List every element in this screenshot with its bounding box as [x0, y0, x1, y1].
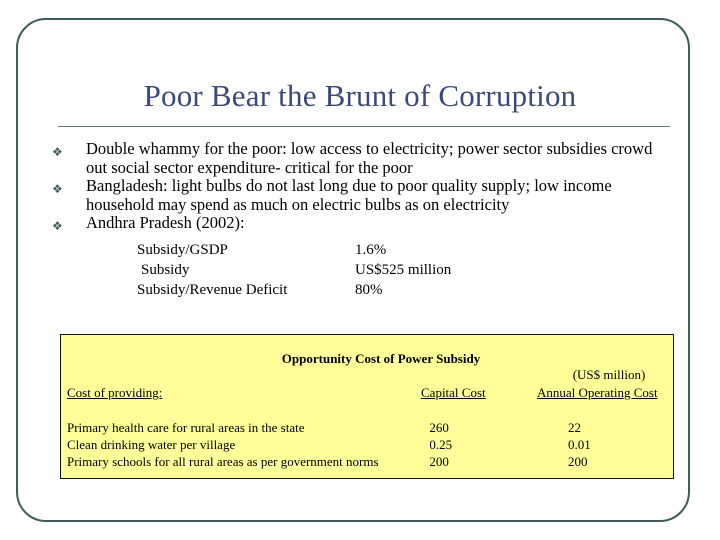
cost-rows — [67, 419, 667, 470]
header-annual-operating-cost: Annual Operating Cost — [537, 385, 658, 400]
subsidy-label: Subsidy — [141, 262, 190, 278]
header-cost-of-providing: Cost of providing: — [67, 385, 163, 400]
row-operating: 22 — [568, 420, 581, 435]
row-item: Primary schools for all rural areas as per government norms — [67, 454, 379, 469]
box-title: Opportunity Cost of Power Subsidy — [281, 351, 481, 366]
subsidy-row — [137, 280, 515, 300]
bullet-item — [52, 140, 672, 177]
subsidy-value: US$525 million — [355, 262, 452, 278]
bullet-item — [52, 177, 672, 214]
row-item: Primary health care for rural areas in the state — [67, 420, 305, 435]
row-capital: 0.25 — [429, 437, 453, 452]
checkmark-diamond-icon: ❖ — [52, 219, 63, 233]
title-divider — [58, 126, 670, 127]
slide-title: Poor Bear the Brunt of Corruption — [143, 78, 577, 113]
table-row — [67, 453, 667, 470]
unit-note: (US$ million) — [572, 367, 646, 382]
row-operating: 200 — [568, 454, 588, 469]
bullet-text: Double whammy for the poor: low access to electricity; power sector subsidies crowd out social sector expenditure- critical for the poor — [86, 139, 653, 177]
subsidy-table — [137, 240, 515, 300]
table-row — [67, 436, 667, 453]
subsidy-row — [137, 240, 515, 260]
checkmark-diamond-icon: ❖ — [52, 182, 63, 196]
subsidy-label: Subsidy/Revenue Deficit — [137, 282, 288, 298]
bullet-item — [52, 214, 672, 233]
row-operating: 0.01 — [568, 437, 591, 452]
row-capital: 260 — [429, 420, 449, 435]
table-row — [67, 419, 667, 436]
bullet-text: Bangladesh: light bulbs do not last long due to poor quality supply; low income household may spend as much on electric bulbs as on electricity — [86, 176, 612, 214]
subsidy-row — [137, 260, 515, 280]
opportunity-cost-box — [60, 334, 674, 479]
bullet-list — [52, 140, 672, 233]
subsidy-label: Subsidy/GSDP — [137, 242, 228, 258]
checkmark-diamond-icon: ❖ — [52, 145, 63, 159]
subsidy-value: 80% — [355, 282, 383, 298]
header-capital-cost: Capital Cost — [421, 385, 486, 400]
subsidy-value: 1.6% — [355, 242, 387, 258]
bullet-text: Andhra Pradesh (2002): — [86, 213, 245, 232]
row-capital: 200 — [429, 454, 449, 469]
row-item: Clean drinking water per village — [67, 437, 236, 452]
